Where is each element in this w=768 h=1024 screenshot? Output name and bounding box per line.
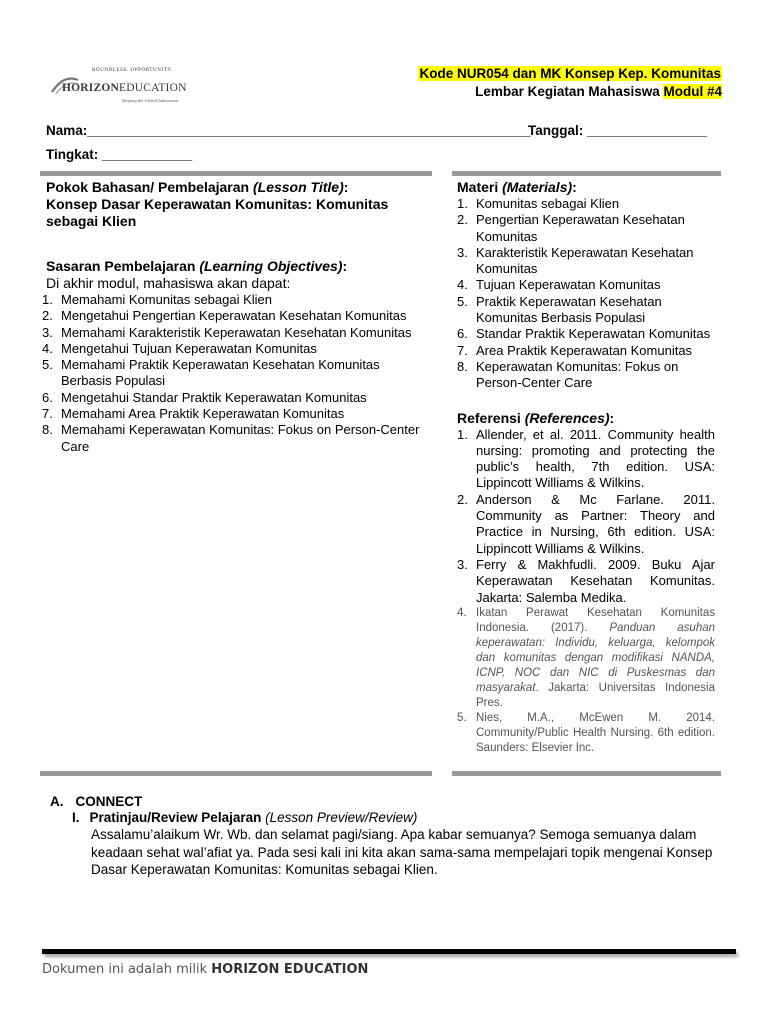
horizon-education-logo (50, 62, 200, 112)
lesson-title-heading: Pokok Bahasan/ Pembelajaran (Lesson Title): (46, 179, 349, 195)
list-item: 5. Praktik Keperawatan Kesehatan Komunitas Berbasis Populasi (457, 293, 662, 326)
course-code: Kode NUR054 dan MK Konsep Kep. Komunitas (419, 66, 721, 81)
reference-item: 2. Anderson & Mc Farlane. 2011. Community as Partner: Theory and Practice in Nursing, 6th edition. USA: Lippincott Williams & Wilkins. (457, 491, 715, 556)
list-item: 1. Memahami Komunitas sebagai Klien (42, 292, 272, 307)
tanggal-field[interactable]: Tanggal: ________________ (528, 123, 708, 138)
list-item: 4. Tujuan Keperawatan Komunitas (457, 277, 661, 293)
left-top-divider (40, 171, 432, 176)
tingkat-field[interactable]: Tingkat: ____________ (46, 147, 193, 162)
reference-item: 3. Ferry & Makhfudli. 2009. Buku Ajar Keperawatan Kesehatan Komunitas. Jakarta: Salemba Medika. (457, 556, 715, 605)
right-bottom-divider (452, 771, 721, 776)
objectives-intro: Di akhir modul, mahasiswa akan dapat: (46, 275, 291, 291)
list-item: 2. Pengertian Keperawatan Kesehatan Komunitas (457, 212, 685, 244)
list-item: 3. Karakteristik Keperawatan Kesehatan Komunitas (457, 244, 694, 277)
lesson-column (42, 179, 421, 455)
lesson-preview-paragraph: Assalamu’alaikum Wr. Wb. dan selamat pagi/siang. Apa kabar semuanya? Semoga semuanya dalam keadaan sehat wal’afiat ya. Pada sesi kali ini kita akan sama-sama mempelajari topik mengenai Konsep Dasar Keperawatan Komunitas: Komunitas sebagai Klien. (91, 827, 713, 877)
footer-ownership: Dokumen ini adalah milik HORIZON EDUCATION (42, 962, 369, 977)
materials-column (457, 179, 715, 756)
footer-divider (42, 949, 736, 954)
references-heading: Referensi (References): (457, 409, 615, 426)
module-line: Lembar Kegiatan Mahasiswa Modul #4 (475, 84, 722, 99)
list-item: 6. Standar Praktik Keperawatan Komunitas (457, 326, 711, 342)
list-item: 2. Mengetahui Pengertian Keperawatan Kesehatan Komunitas (42, 308, 407, 324)
logo-name: HORIZONEDUCATION (62, 82, 187, 94)
materials-list (457, 196, 715, 392)
references-list (457, 427, 715, 756)
materials-heading: Materi (Materials): (457, 179, 577, 195)
lesson-preview-heading: I. Pratinjau/Review Pelajaran (Lesson Preview/Review) (72, 810, 418, 825)
list-item: 8. Memahami Keperawatan Komunitas: Fokus on Person-Center Care (42, 422, 420, 454)
connect-heading: A. CONNECT (50, 794, 143, 809)
list-item: 1. Komunitas sebagai Klien (457, 196, 620, 211)
reference-item: 5. Nies, M.A., McEwen M. 2014. Community/Public Health Nursing. 6th edition. Saunders: Elsevier Inc. (457, 711, 715, 754)
objectives-heading: Sasaran Pembelajaran (Learning Objectives): (46, 258, 348, 274)
logo-subtitle: Shaping the Global Indonesian (122, 98, 179, 103)
left-bottom-divider (40, 771, 432, 776)
list-item: 7. Area Praktik Keperawatan Komunitas (457, 342, 693, 358)
list-item: 3. Memahami Karakteristik Keperawatan Kesehatan Komunitas (42, 324, 412, 340)
list-item: 8. Keperawatan Komunitas: Fokus on Person-Center Care (457, 358, 679, 391)
list-item: 5. Memahami Praktik Keperawatan Kesehatan Komunitas Berbasis Populasi (42, 357, 380, 389)
reference-item: 1. Allender, et al. 2011. Community health nursing: promoting and protecting the public’s health, 7th edition. USA: Lippincott Williams & Wilkins. (457, 426, 715, 491)
list-item: 4. Mengetahui Tujuan Keperawatan Komunitas (42, 340, 317, 356)
right-top-divider (452, 171, 721, 176)
lesson-title: Konsep Dasar Keperawatan Komunitas: Komunitas sebagai Klien (46, 196, 389, 229)
reference-item: 4. Ikatan Perawat Kesehatan Komunitas Indonesia. (2017). Panduan asuhan keperawatan: Individu, keluarga, kelompok dan komunitas dengan modifikasi NANDA, ICNP, NOC dan NIC di Puskesmas dan masyarakat. Jakarta: Universitas Indonesia Pres. (457, 606, 716, 709)
nama-field[interactable]: Nama:___________________________________________________________ (46, 123, 531, 138)
module-number: Modul #4 (663, 84, 722, 99)
objectives-list (42, 292, 421, 455)
list-item: 7. Memahami Area Praktik Keperawatan Komunitas (42, 406, 345, 422)
logo-tagline: BOUNDLESS. OPPORTUNITY. (92, 68, 173, 73)
list-item: 6. Mengetahui Standar Praktik Keperawatan Komunitas (42, 389, 367, 405)
